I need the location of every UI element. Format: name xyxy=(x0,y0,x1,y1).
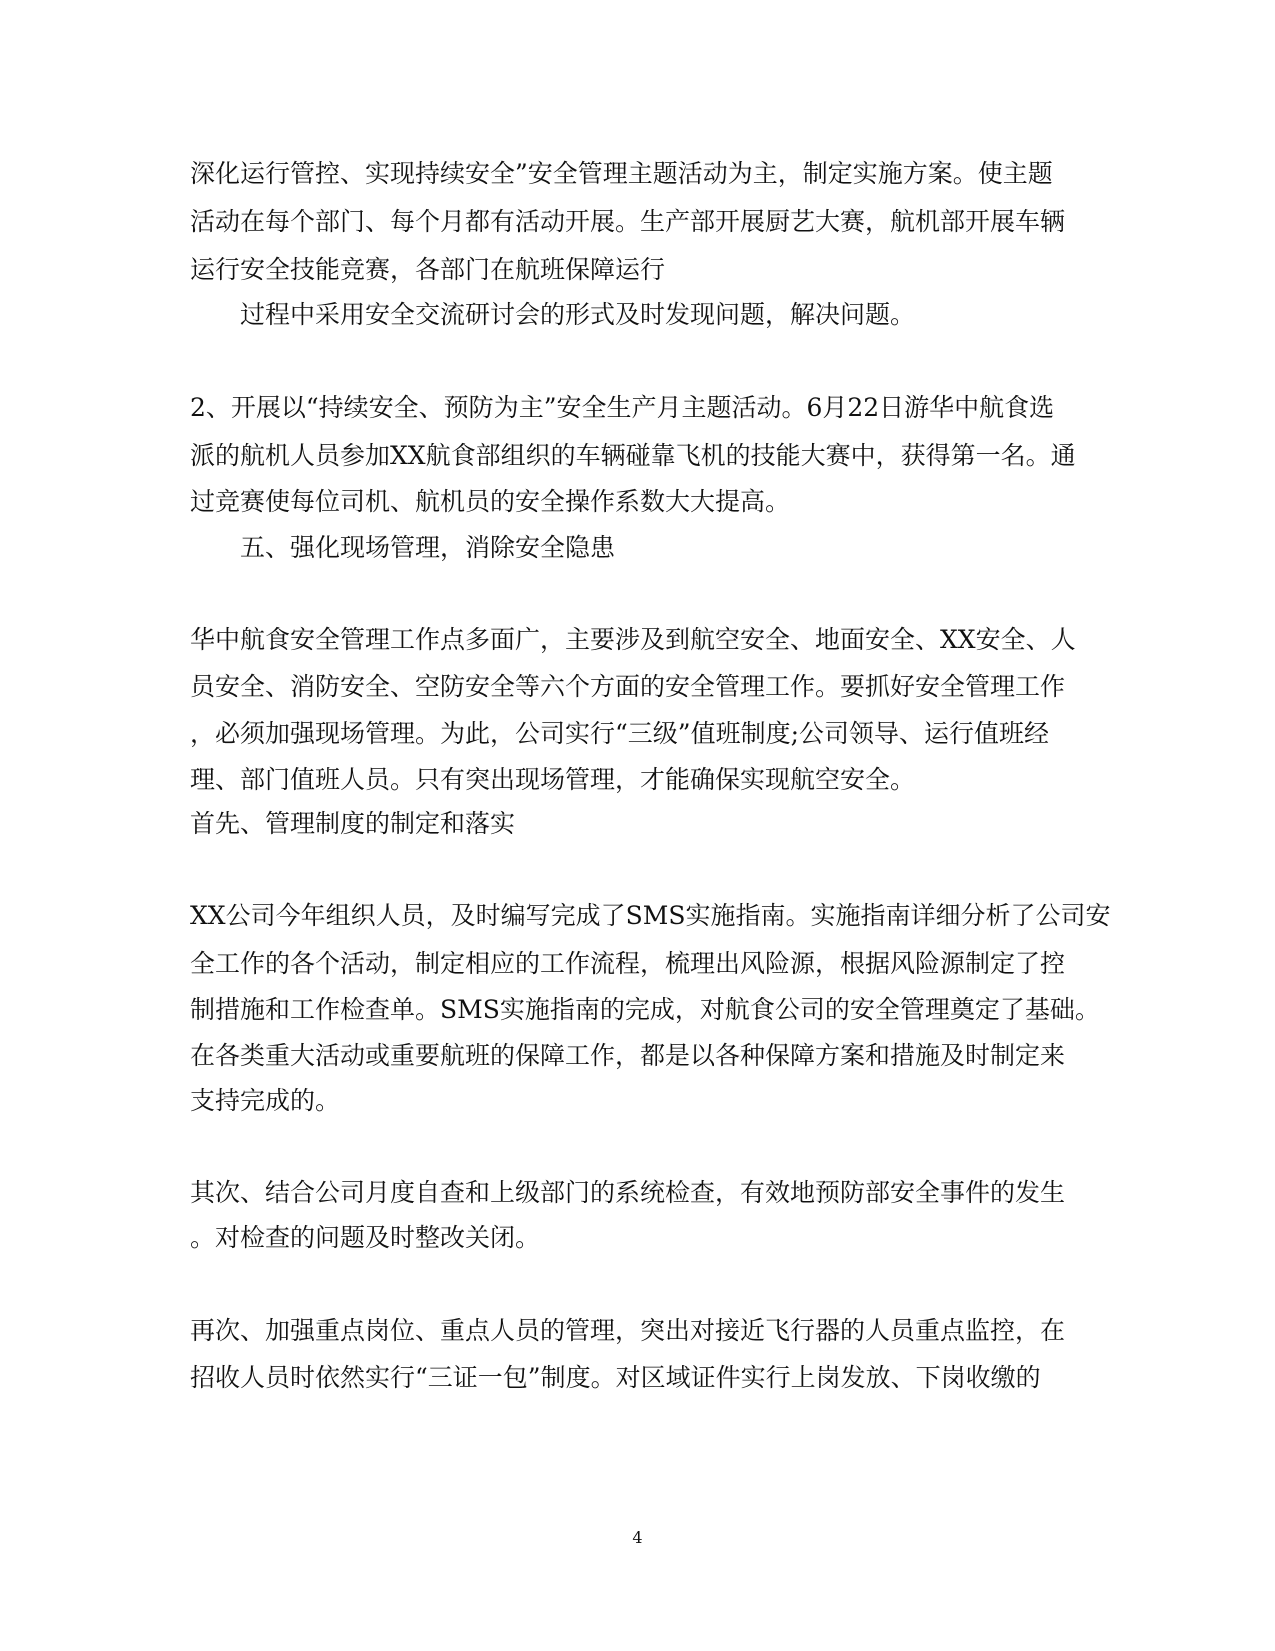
text-line: 其次、结合公司月度自查和上级部门的系统检查，有效地预防部安全事件的发生 xyxy=(190,1178,1066,1207)
text-line: ，必须加强现场管理。为此，公司实行“三级”值班制度;公司领导、运行值班经 xyxy=(190,719,1049,748)
text-line: 再次、加强重点岗位、重点人员的管理，突出对接近飞行器的人员重点监控，在 xyxy=(190,1316,1066,1345)
text-line: 制措施和工作检查单。SMS实施指南的完成，对航食公司的安全管理奠定了基础。 xyxy=(190,995,1100,1024)
section-heading: 五、强化现场管理，消除安全隐患 xyxy=(240,533,616,562)
text-line: 支持完成的。 xyxy=(190,1086,341,1115)
text-line: 华中航食安全管理工作点多面广，主要涉及到航空安全、地面安全、XX安全、人 xyxy=(190,625,1076,654)
text-line: 过程中采用安全交流研讨会的形式及时发现问题，解决问题。 xyxy=(240,300,916,329)
text-line: 过竞赛使每位司机、航机员的安全操作系数大大提高。 xyxy=(190,487,791,516)
text-line: 2、开展以“持续安全、预防为主”安全生产月主题活动。6月22日游华中航食选 xyxy=(190,393,1055,422)
subheading: 首先、管理制度的制定和落实 xyxy=(190,809,516,838)
text-line: 。对检查的问题及时整改关闭。 xyxy=(190,1223,541,1252)
text-line: 深化运行管控、实现持续安全”安全管理主题活动为主，制定实施方案。使主题 xyxy=(190,159,1053,188)
text-line: 活动在每个部门、每个月都有活动开展。生产部开展厨艺大赛，航机部开展车辆 xyxy=(190,207,1066,236)
text-line: 员安全、消防安全、空防安全等六个方面的安全管理工作。要抓好安全管理工作 xyxy=(190,672,1066,701)
text-line: XX公司今年组织人员，及时编写完成了SMS实施指南。实施指南详细分析了公司安 xyxy=(190,901,1111,930)
text-line: 派的航机人员参加XX航食部组织的车辆碰靠飞机的技能大赛中，获得第一名。通 xyxy=(190,441,1076,470)
page-number: 4 xyxy=(632,1528,643,1547)
text-line: 在各类重大活动或重要航班的保障工作，都是以各种保障方案和措施及时制定来 xyxy=(190,1041,1066,1070)
text-line: 理、部门值班人员。只有突出现场管理，才能确保实现航空安全。 xyxy=(190,765,916,794)
text-line: 全工作的各个活动，制定相应的工作流程，梳理出风险源，根据风险源制定了控 xyxy=(190,949,1066,978)
text-line: 运行安全技能竞赛，各部门在航班保障运行 xyxy=(190,255,666,284)
text-line: 招收人员时依然实行“三证一包”制度。对区域证件实行上岗发放、下岗收缴的 xyxy=(190,1363,1041,1392)
